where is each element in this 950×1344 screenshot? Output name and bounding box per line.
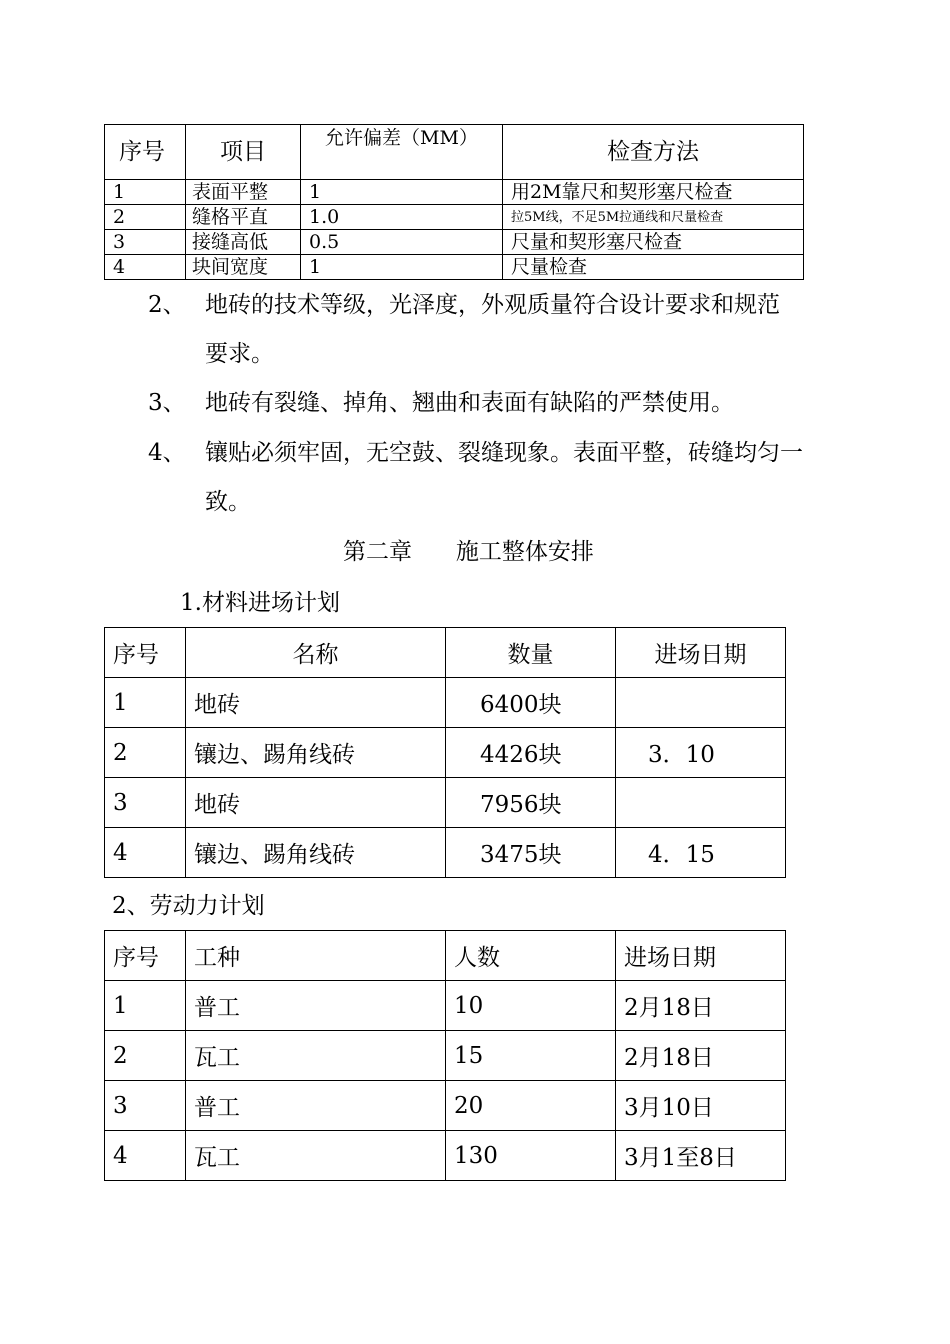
cell-tolerance: 1	[301, 255, 503, 280]
tolerance-table	[104, 124, 804, 280]
table-row	[105, 1131, 786, 1181]
table-row	[105, 778, 786, 828]
header-cell: 序号	[105, 931, 186, 981]
cell-item: 表面平整	[186, 180, 301, 205]
header-cell: 名称	[186, 628, 446, 678]
item-text-continued: 致。	[205, 489, 251, 515]
cell-headcount: 10	[446, 981, 616, 1031]
header-cell: 允许偏差（MM）	[301, 125, 503, 180]
cell-method: 用2M靠尺和契形塞尺检查	[503, 180, 804, 205]
cell-trade: 普工	[186, 1081, 446, 1131]
header-cell: 检查方法	[503, 125, 804, 180]
cell-index: 1	[105, 678, 186, 728]
cell-date	[616, 778, 786, 828]
cell-date: 3月1至8日	[616, 1131, 786, 1181]
material-plan-table	[104, 627, 786, 878]
cell-index: 2	[105, 205, 186, 230]
cell-index: 4	[105, 828, 186, 878]
item-text: 地砖的技术等级，光泽度，外观质量符合设计要求和规范	[205, 292, 780, 318]
table-row	[105, 828, 786, 878]
header-cell: 人数	[446, 931, 616, 981]
cell-name: 地砖	[186, 678, 446, 728]
item-number: 3、	[148, 390, 186, 416]
table-row	[105, 180, 804, 205]
cell-date	[616, 678, 786, 728]
header-cell: 序号	[105, 125, 186, 180]
item-text-continued: 要求。	[205, 341, 274, 367]
cell-index: 1	[105, 180, 186, 205]
cell-item: 接缝高低	[186, 230, 301, 255]
table-row	[105, 230, 804, 255]
header-cell: 工种	[186, 931, 446, 981]
cell-date: 2月18日	[616, 981, 786, 1031]
header-cell: 序号	[105, 628, 186, 678]
cell-index: 2	[105, 728, 186, 778]
cell-headcount: 130	[446, 1131, 616, 1181]
cell-trade: 瓦工	[186, 1131, 446, 1181]
cell-item: 缝格平直	[186, 205, 301, 230]
cell-date: 4．15	[616, 828, 786, 878]
cell-index: 1	[105, 981, 186, 1031]
cell-quantity: 3475块	[446, 828, 616, 878]
header-cell: 数量	[446, 628, 616, 678]
header-cell: 进场日期	[616, 628, 786, 678]
table-header-row	[105, 125, 804, 180]
item-text: 镶贴必须牢固，无空鼓、裂缝现象。表面平整，砖缝均匀一	[205, 440, 803, 466]
item-number: 4、	[148, 440, 186, 466]
cell-index: 3	[105, 230, 186, 255]
table-row	[105, 1081, 786, 1131]
header-cell: 项目	[186, 125, 301, 180]
cell-index: 4	[105, 255, 186, 280]
cell-quantity: 4426块	[446, 728, 616, 778]
cell-name: 镶边、踢角线砖	[186, 828, 446, 878]
cell-index: 3	[105, 778, 186, 828]
table-header-row	[105, 931, 786, 981]
cell-trade: 瓦工	[186, 1031, 446, 1081]
table-row	[105, 728, 786, 778]
cell-tolerance: 1	[301, 180, 503, 205]
cell-method: 拉5M线，不足5M拉通线和尺量检查	[503, 205, 804, 230]
cell-index: 2	[105, 1031, 186, 1081]
cell-item: 块间宽度	[186, 255, 301, 280]
cell-tolerance: 0.5	[301, 230, 503, 255]
cell-index: 4	[105, 1131, 186, 1181]
cell-headcount: 20	[446, 1081, 616, 1131]
cell-index: 3	[105, 1081, 186, 1131]
table-row	[105, 678, 786, 728]
cell-name: 地砖	[186, 778, 446, 828]
cell-quantity: 7956块	[446, 778, 616, 828]
chapter-title: 第二章 施工整体安排	[343, 539, 594, 565]
cell-method: 尺量和契形塞尺检查	[503, 230, 804, 255]
item-number: 2、	[148, 292, 186, 318]
cell-method: 尺量检查	[503, 255, 804, 280]
cell-name: 镶边、踢角线砖	[186, 728, 446, 778]
table-row	[105, 255, 804, 280]
cell-tolerance: 1.0	[301, 205, 503, 230]
cell-date: 3月10日	[616, 1081, 786, 1131]
section-title: 2、劳动力计划	[112, 893, 265, 919]
cell-headcount: 15	[446, 1031, 616, 1081]
section-title: 1.材料进场计划	[180, 590, 340, 616]
header-cell: 进场日期	[616, 931, 786, 981]
table-row	[105, 205, 804, 230]
cell-trade: 普工	[186, 981, 446, 1031]
item-text: 地砖有裂缝、掉角、翘曲和表面有缺陷的严禁使用。	[205, 390, 734, 416]
cell-quantity: 6400块	[446, 678, 616, 728]
table-row	[105, 1031, 786, 1081]
table-row	[105, 981, 786, 1031]
cell-date: 2月18日	[616, 1031, 786, 1081]
cell-date: 3．10	[616, 728, 786, 778]
labor-plan-table	[104, 930, 786, 1181]
table-header-row	[105, 628, 786, 678]
